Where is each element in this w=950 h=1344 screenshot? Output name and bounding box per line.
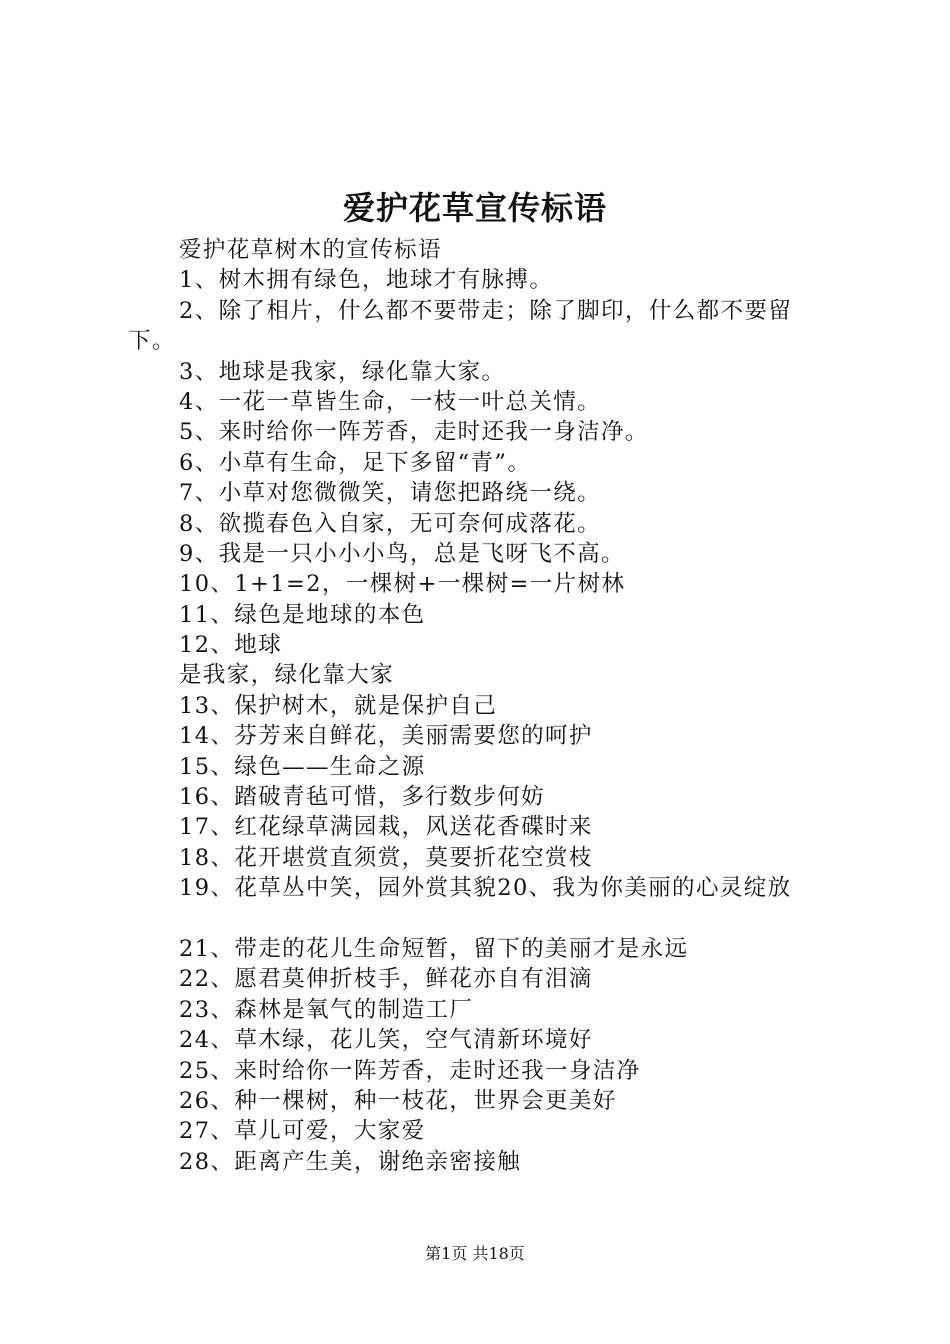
text-line: 6、小草有生命，足下多留“青”。: [179, 449, 532, 476]
text-line: 13、保护树木，就是保护自己: [179, 692, 498, 719]
text-line: 爱护花草树木的宣传标语: [179, 237, 442, 263]
text-line: 17、红花绿草满园栽，风送花香碟时来: [179, 814, 593, 841]
text-line: 9、我是一只小小小鸟，总是飞呀飞不高。: [179, 540, 625, 567]
text-line: 15、绿色——生命之源: [179, 753, 426, 780]
text-line: 25、来时给你一阵芳香，走时还我一身洁净: [179, 1057, 641, 1084]
text-line: 11、绿色是地球的本色: [179, 601, 426, 628]
blank-line: [128, 904, 838, 934]
document-title: 爱护花草宣传标语: [342, 189, 607, 227]
text-line: 16、踏破青毡可惜，多行数步何妨: [179, 784, 546, 811]
text-line: 3、地球是我家，绿化靠大家。: [179, 358, 506, 385]
text-line: 21、带走的花儿生命短暂，留下的美丽才是永远: [179, 935, 689, 962]
text-line: 24、草木绿，花儿笑，空气清新环境好: [179, 1027, 593, 1054]
text-line: 下。: [128, 328, 176, 355]
text-line: 12、地球: [179, 632, 283, 659]
text-line: 26、种一棵树，种一枝花，世界会更美好: [179, 1087, 617, 1114]
text-line: 23、森林是氧气的制造工厂: [179, 996, 474, 1023]
text-line: 22、愿君莫伸折枝手，鲜花亦自有泪滴: [179, 966, 593, 993]
text-line: 27、草儿可爱，大家爱: [179, 1118, 426, 1145]
text-line: 14、芬芳来自鲜花，美丽需要您的呵护: [179, 723, 593, 750]
text-line: 7、小草对您微微笑，请您把路绕一绕。: [179, 480, 602, 507]
page-number-footer: 第1页 共18页: [425, 1244, 525, 1263]
text-line: 8、欲揽春色入自家，无可奈何成落花。: [179, 510, 602, 537]
text-line: 18、花开堪赏直须赏，莫要折花空赏枝: [179, 844, 593, 871]
text-line: 是我家，绿化靠大家: [179, 662, 395, 689]
text-line: 5、来时给你一阵芳香，走时还我一身洁净。: [179, 419, 649, 446]
text-line: 4、一花一草皆生命，一枝一叶总关情。: [179, 388, 602, 415]
text-line: 10、1+1=2，一棵树+一棵树=一片树林: [179, 571, 626, 598]
document-body: [128, 235, 838, 1177]
text-line: 2、除了相片，什么都不要带走；除了脚印，什么都不要留: [179, 297, 793, 324]
text-line: 19、花草丛中笑，园外赏其貌20、我为你美丽的心灵绽放: [179, 875, 792, 902]
text-line: 1、树木拥有绿色，地球才有脉搏。: [179, 267, 554, 294]
text-line: 28、距离产生美，谢绝亲密接触: [179, 1148, 522, 1175]
